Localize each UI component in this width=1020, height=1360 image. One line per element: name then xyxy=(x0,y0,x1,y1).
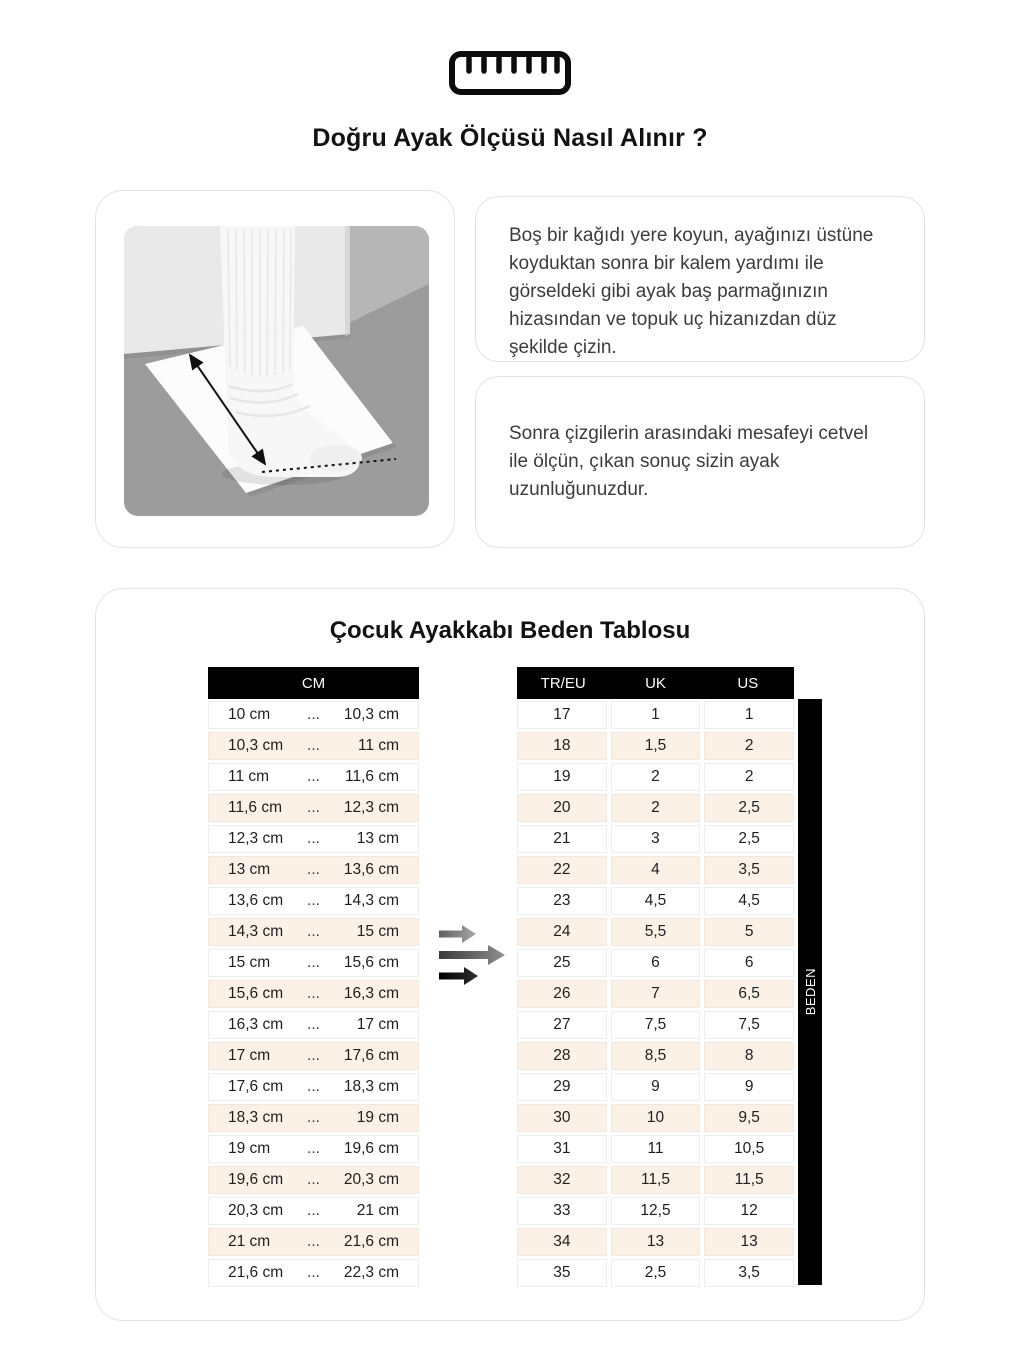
size-cell: 10 xyxy=(611,1104,701,1132)
size-cell: 20 xyxy=(517,794,607,822)
size-cell: 3 xyxy=(611,825,701,853)
cm-table-row: 10 cm ... 10,3 cm xyxy=(208,701,419,729)
size-table-row xyxy=(517,1135,794,1163)
size-cell: 35 xyxy=(517,1259,607,1287)
cm-table-row: 19 cm ... 19,6 cm xyxy=(208,1135,419,1163)
size-table-row xyxy=(517,949,794,977)
size-cell: 2 xyxy=(704,763,794,791)
size-cell: 7 xyxy=(611,980,701,1008)
size-cell: 2 xyxy=(611,763,701,791)
size-cell: 18 xyxy=(517,732,607,760)
size-cell: 1 xyxy=(704,701,794,729)
size-cell: 11,5 xyxy=(704,1166,794,1194)
size-table-row xyxy=(517,763,794,791)
size-cell: 25 xyxy=(517,949,607,977)
size-cell: 5 xyxy=(704,918,794,946)
size-cell: 4,5 xyxy=(704,887,794,915)
size-cell: 28 xyxy=(517,1042,607,1070)
size-cell: 9 xyxy=(611,1073,701,1101)
beden-side-bar xyxy=(798,699,822,1285)
instruction-step2-text: Sonra çizgilerin arasındaki mesafeyi cetvel ile ölçün, çıkan sonuç sizin ayak uzunluğunuzdur. xyxy=(509,423,869,500)
cm-table-row: 15,6 cm ... 16,3 cm xyxy=(208,980,419,1008)
size-cell: 13 xyxy=(704,1228,794,1256)
cm-table-row: 11,6 cm ... 12,3 cm xyxy=(208,794,419,822)
size-cell: 12,5 xyxy=(611,1197,701,1225)
size-cell: 8,5 xyxy=(611,1042,701,1070)
size-header-uk: UK xyxy=(645,674,666,692)
instruction-step1-text: Boş bir kağıdı yere koyun, ayağınızı üstüne koyduktan sonra bir kalem yardımı ile görseldeki gibi ayak baş parmağınızın hizasından ve topuk uç hizanızdan düz şekilde çizin. xyxy=(509,225,874,358)
size-cell: 6 xyxy=(611,949,701,977)
size-cell: 2,5 xyxy=(611,1259,701,1287)
foot-measurement-photo-card xyxy=(95,190,455,548)
size-table-row xyxy=(517,1042,794,1070)
size-cell: 33 xyxy=(517,1197,607,1225)
size-table-row xyxy=(517,980,794,1008)
size-cell: 17 xyxy=(517,701,607,729)
cm-table-header: CM xyxy=(208,667,419,699)
size-cell: 10,5 xyxy=(704,1135,794,1163)
size-cell: 2,5 xyxy=(704,825,794,853)
size-cell: 4 xyxy=(611,856,701,884)
size-table-row xyxy=(517,918,794,946)
size-table-title: Çocuk Ayakkabı Beden Tablosu xyxy=(329,617,691,644)
cm-table-row: 16,3 cm ... 17 cm xyxy=(208,1011,419,1039)
size-table-row xyxy=(517,1166,794,1194)
size-cell: 1,5 xyxy=(611,732,701,760)
size-table-row xyxy=(517,1073,794,1101)
size-table-row xyxy=(517,1259,794,1287)
size-cell: 21 xyxy=(517,825,607,853)
foot-measurement-photo xyxy=(124,226,429,516)
cm-table-row: 10,3 cm ... 11 cm xyxy=(208,732,419,760)
cm-table-row: 19,6 cm ... 20,3 cm xyxy=(208,1166,419,1194)
size-cell: 3,5 xyxy=(704,1259,794,1287)
page-title: Doğru Ayak Ölçüsü Nasıl Alınır ? xyxy=(312,124,708,152)
size-cell: 8 xyxy=(704,1042,794,1070)
size-cell: 2 xyxy=(611,794,701,822)
size-cell: 24 xyxy=(517,918,607,946)
cm-table-row: 12,3 cm ... 13 cm xyxy=(208,825,419,853)
size-table-card xyxy=(95,588,925,1321)
size-table-row xyxy=(517,1228,794,1256)
size-cell: 13 xyxy=(611,1228,701,1256)
size-table-row xyxy=(517,1011,794,1039)
cm-table-row: 18,3 cm ... 19 cm xyxy=(208,1104,419,1132)
size-cell: 26 xyxy=(517,980,607,1008)
cm-table-row: 17 cm ... 17,6 cm xyxy=(208,1042,419,1070)
size-cell: 23 xyxy=(517,887,607,915)
ruler-icon xyxy=(0,50,1020,96)
cm-table xyxy=(208,667,419,1287)
size-table-header xyxy=(517,667,794,699)
transfer-arrows-icon xyxy=(436,919,508,991)
size-cell: 32 xyxy=(517,1166,607,1194)
beden-label: BEDEN xyxy=(802,968,818,1016)
cm-table-row: 15 cm ... 15,6 cm xyxy=(208,949,419,977)
instruction-card-draw xyxy=(475,196,925,362)
size-cell: 27 xyxy=(517,1011,607,1039)
cm-table-row: 21 cm ... 21,6 cm xyxy=(208,1228,419,1256)
size-cell: 2,5 xyxy=(704,794,794,822)
size-cell: 30 xyxy=(517,1104,607,1132)
size-cell: 4,5 xyxy=(611,887,701,915)
cm-table-row: 13 cm ... 13,6 cm xyxy=(208,856,419,884)
size-cell: 29 xyxy=(517,1073,607,1101)
size-cell: 6,5 xyxy=(704,980,794,1008)
size-table-row xyxy=(517,825,794,853)
cm-table-row: 14,3 cm ... 15 cm xyxy=(208,918,419,946)
cm-table-row: 13,6 cm ... 14,3 cm xyxy=(208,887,419,915)
cm-table-row: 20,3 cm ... 21 cm xyxy=(208,1197,419,1225)
size-cell: 31 xyxy=(517,1135,607,1163)
size-table-row xyxy=(517,887,794,915)
size-table-row xyxy=(517,1197,794,1225)
size-cell: 7,5 xyxy=(611,1011,701,1039)
size-cell: 2 xyxy=(704,732,794,760)
size-cell: 11 xyxy=(611,1135,701,1163)
size-header-us: US xyxy=(737,674,759,692)
size-cell: 9 xyxy=(704,1073,794,1101)
size-table-row xyxy=(517,1104,794,1132)
size-cell: 12 xyxy=(704,1197,794,1225)
cm-table-row: 11 cm ... 11,6 cm xyxy=(208,763,419,791)
size-cell: 19 xyxy=(517,763,607,791)
size-cell: 11,5 xyxy=(611,1166,701,1194)
size-cell: 7,5 xyxy=(704,1011,794,1039)
size-table-row xyxy=(517,794,794,822)
cm-table-row: 21,6 cm ... 22,3 cm xyxy=(208,1259,419,1287)
instruction-card-measure xyxy=(475,376,925,548)
size-cell: 9,5 xyxy=(704,1104,794,1132)
size-cell: 1 xyxy=(611,701,701,729)
size-header-tr-eu: TR/EU xyxy=(540,674,586,692)
size-conversion-table xyxy=(517,667,794,1287)
size-table-row xyxy=(517,732,794,760)
cm-table-row: 17,6 cm ... 18,3 cm xyxy=(208,1073,419,1101)
size-cell: 22 xyxy=(517,856,607,884)
size-cell: 34 xyxy=(517,1228,607,1256)
size-cell: 5,5 xyxy=(611,918,701,946)
size-cell: 3,5 xyxy=(704,856,794,884)
size-table-row xyxy=(517,701,794,729)
cm-table-body xyxy=(208,701,419,1287)
size-table-row xyxy=(517,856,794,884)
size-cell: 6 xyxy=(704,949,794,977)
size-table-body xyxy=(517,701,794,1287)
